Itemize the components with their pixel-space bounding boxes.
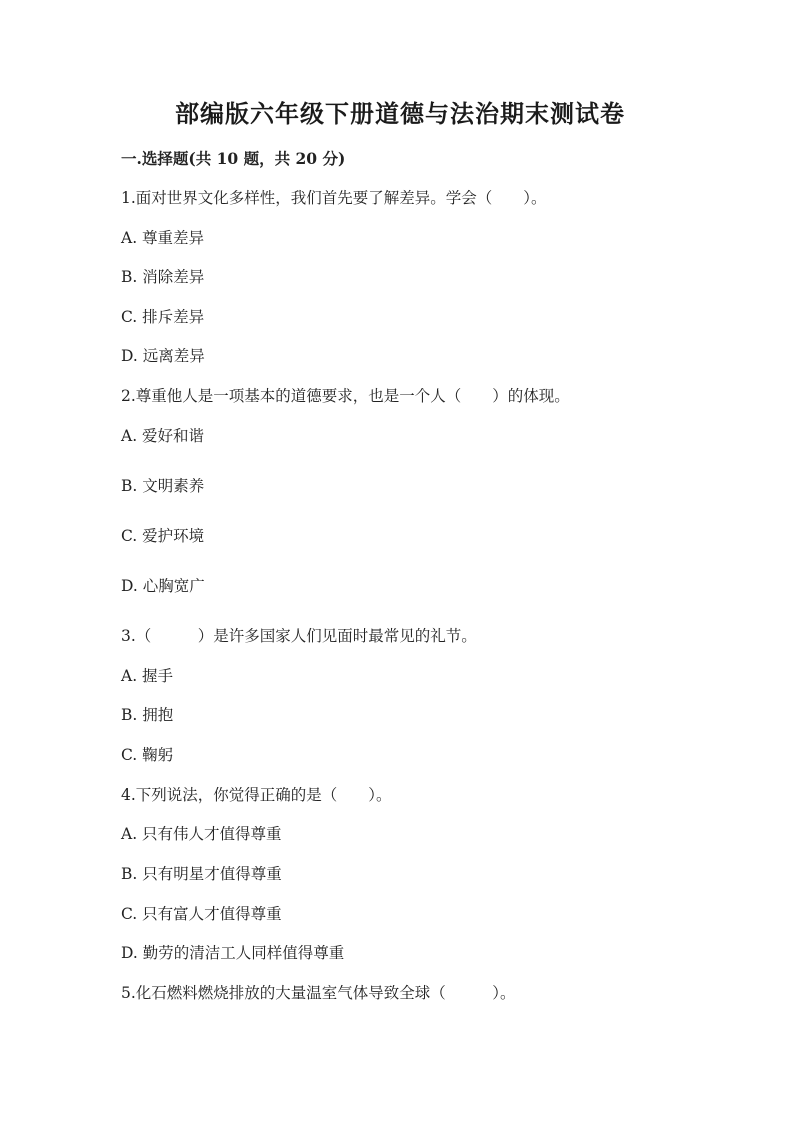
question-3-option-c: C. 鞠躬 bbox=[121, 746, 174, 764]
question-1-option-c: C. 排斥差异 bbox=[121, 308, 205, 326]
question-1-option-a: A. 尊重差异 bbox=[121, 229, 205, 247]
question-4-option-b: B. 只有明星才值得尊重 bbox=[121, 865, 282, 883]
question-4-option-d: D. 勤劳的清洁工人同样值得尊重 bbox=[121, 944, 345, 962]
question-2-option-d: D. 心胸宽广 bbox=[121, 577, 205, 595]
question-2-option-c: C. 爱护环境 bbox=[121, 527, 205, 545]
question-4-option-a: A. 只有伟人才值得尊重 bbox=[121, 825, 282, 843]
question-1-stem: 1.面对世界文化多样性，我们首先要了解差异。学会（ ）。 bbox=[121, 189, 547, 207]
question-5-stem: 5.化石燃料燃烧排放的大量温室气体导致全球（ ）。 bbox=[121, 984, 516, 1002]
question-1-option-b: B. 消除差异 bbox=[121, 268, 205, 286]
question-2-option-a: A. 爱好和谐 bbox=[121, 427, 205, 445]
section-heading: 一.选择题(共 10 题，共 20 分) bbox=[121, 149, 346, 168]
question-4-option-c: C. 只有富人才值得尊重 bbox=[121, 905, 282, 923]
page-title: 部编版六年级下册道德与法治期末测试卷 bbox=[175, 99, 625, 128]
question-4-stem: 4.下列说法，你觉得正确的是（ ）。 bbox=[121, 786, 392, 804]
question-2-option-b: B. 文明素养 bbox=[121, 477, 205, 495]
question-3-option-b: B. 拥抱 bbox=[121, 706, 174, 724]
question-1-option-d: D. 远离差异 bbox=[121, 347, 205, 365]
question-2-stem: 2.尊重他人是一项基本的道德要求，也是一个人（ ）的体现。 bbox=[121, 387, 570, 405]
question-3-stem: 3.（ ）是许多国家人们见面时最常见的礼节。 bbox=[121, 627, 477, 645]
question-3-option-a: A. 握手 bbox=[121, 667, 174, 685]
